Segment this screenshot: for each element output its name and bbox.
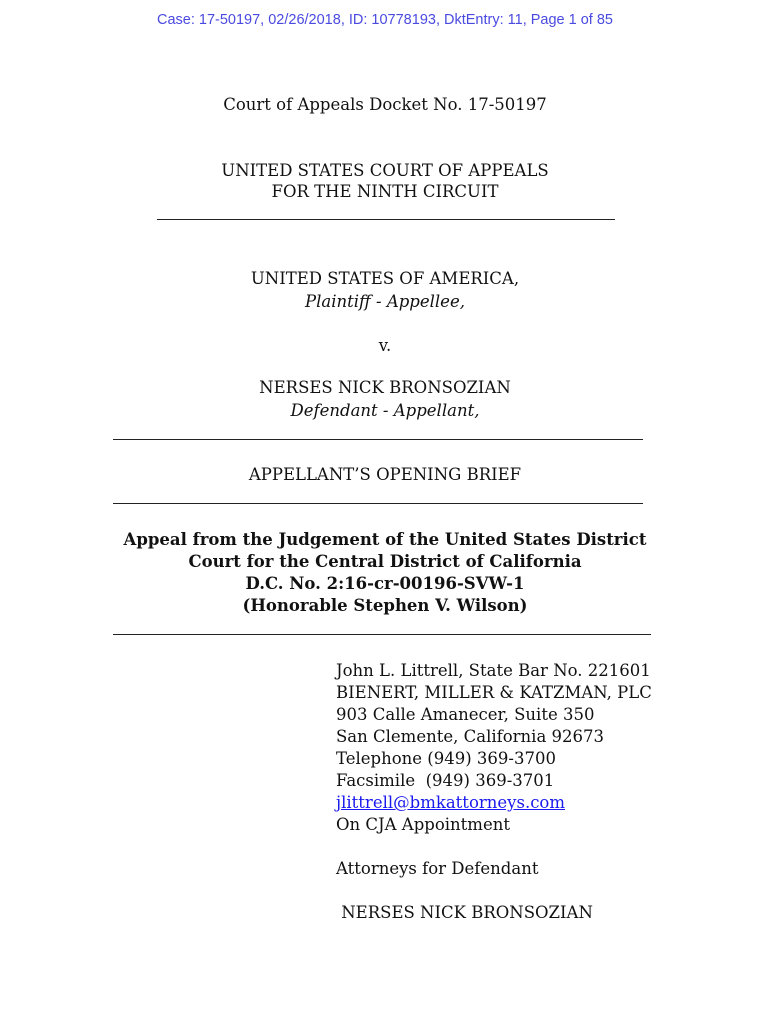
client-name: NERSES NICK BRONSOZIAN (336, 903, 593, 922)
defendant-role: Defendant - Appellant, (290, 401, 480, 420)
docket-number: Court of Appeals Docket No. 17-50197 (223, 95, 547, 114)
plaintiff-role: Plaintiff - Appellee, (305, 292, 465, 311)
counsel-address-line2: San Clemente, California 92673 (336, 727, 605, 746)
counsel-appointment: On CJA Appointment (336, 815, 510, 834)
divider-rule (113, 503, 643, 504)
court-name-line1: UNITED STATES COURT OF APPEALS (221, 161, 549, 180)
counsel-address-line1: 903 Calle Amanecer, Suite 350 (336, 705, 595, 724)
brief-title: APPELLANT’S OPENING BRIEF (248, 465, 522, 484)
appeal-line2: Court for the Central District of California (188, 552, 582, 571)
defendant-name: NERSES NICK BRONSOZIAN (259, 378, 511, 397)
divider-rule (113, 634, 651, 635)
appeal-judge: (Honorable Stephen V. Wilson) (242, 596, 528, 615)
versus: v. (378, 336, 392, 355)
counsel-telephone: Telephone (949) 369-3700 (336, 749, 556, 768)
divider-rule (157, 219, 615, 220)
counsel-block (336, 660, 652, 924)
case-header-stamp: Case: 17-50197, 02/26/2018, ID: 10778193, DktEntry: 11, Page 1 of 85 (157, 12, 613, 28)
appeal-line1: Appeal from the Judgement of the United States District (123, 530, 647, 549)
counsel-name: John L. Littrell, State Bar No. 221601 (336, 661, 651, 680)
counsel-facsimile: Facsimile (949) 369-3701 (336, 771, 555, 790)
attorneys-for: Attorneys for Defendant (336, 859, 539, 878)
counsel-email-link[interactable]: jlittrell@bmkattorneys.com (336, 793, 566, 812)
court-name-line2: FOR THE NINTH CIRCUIT (271, 182, 499, 201)
plaintiff-name: UNITED STATES OF AMERICA, (250, 269, 520, 288)
appeal-case-number: D.C. No. 2:16-cr-00196-SVW-1 (245, 574, 525, 593)
divider-rule (113, 439, 643, 440)
counsel-firm: BIENERT, MILLER & KATZMAN, PLC (336, 683, 652, 702)
